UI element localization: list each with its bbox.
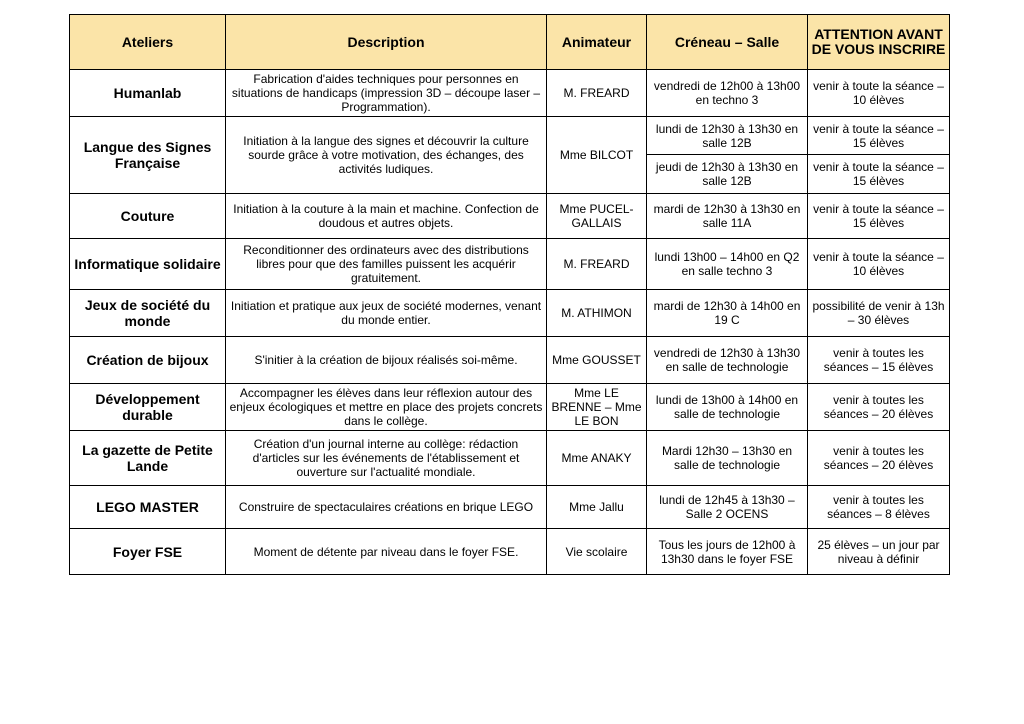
atelier-animateur: Mme PUCEL-GALLAIS [547,194,647,239]
atelier-name: Foyer FSE [70,529,226,575]
table-row [70,337,950,384]
atelier-animateur: Mme LE BRENNE – Mme LE BON [547,384,647,431]
atelier-description: S'initier à la création de bijoux réalisés soi-même. [226,337,547,384]
header-row [70,15,950,70]
atelier-creneau: lundi de 12h30 à 13h30 en salle 12B [647,117,808,155]
atelier-description: Construire de spectaculaires créations en brique LEGO [226,486,547,529]
ateliers-table [69,14,950,575]
atelier-animateur: Mme Jallu [547,486,647,529]
table-row [70,384,950,431]
atelier-creneau: vendredi de 12h30 à 13h30 en salle de technologie [647,337,808,384]
atelier-attention: venir à toute la séance – 15 élèves [808,117,950,155]
atelier-name: Création de bijoux [70,337,226,384]
atelier-description: Moment de détente par niveau dans le foyer FSE. [226,529,547,575]
atelier-name: Langue des Signes Française [70,117,226,194]
header-ateliers: Ateliers [70,15,226,70]
atelier-animateur: Mme GOUSSET [547,337,647,384]
atelier-creneau: lundi de 12h45 à 13h30 – Salle 2 OCENS [647,486,808,529]
atelier-name: LEGO MASTER [70,486,226,529]
atelier-creneau: mardi de 12h30 à 14h00 en 19 C [647,290,808,337]
atelier-name: Jeux de société du monde [70,290,226,337]
atelier-creneau: Tous les jours de 12h00 à 13h30 dans le foyer FSE [647,529,808,575]
atelier-name: Développement durable [70,384,226,431]
atelier-animateur: Mme ANAKY [547,431,647,486]
atelier-attention: venir à toutes les séances – 8 élèves [808,486,950,529]
atelier-name: Informatique solidaire [70,239,226,290]
atelier-animateur: M. ATHIMON [547,290,647,337]
table-row [70,431,950,486]
header-description: Description [226,15,547,70]
atelier-name: Humanlab [70,70,226,117]
atelier-description: Création d'un journal interne au collège: rédaction d'articles sur les événements de l'établissement et ouverture sur l'actualité mondiale. [226,431,547,486]
table-row [70,194,950,239]
table-row [70,239,950,290]
table-row [70,290,950,337]
atelier-creneau: jeudi de 12h30 à 13h30 en salle 12B [647,155,808,194]
atelier-attention: venir à toute la séance – 15 élèves [808,194,950,239]
atelier-creneau: lundi 13h00 – 14h00 en Q2 en salle techno 3 [647,239,808,290]
atelier-creneau: lundi de 13h00 à 14h00 en salle de technologie [647,384,808,431]
atelier-creneau: mardi de 12h30 à 13h30 en salle 11A [647,194,808,239]
atelier-description: Initiation et pratique aux jeux de société modernes, venant du monde entier. [226,290,547,337]
atelier-attention: venir à toute la séance – 10 élèves [808,70,950,117]
atelier-name: La gazette de Petite Lande [70,431,226,486]
table-row [70,529,950,575]
atelier-creneau: vendredi de 12h00 à 13h00 en techno 3 [647,70,808,117]
atelier-creneau: Mardi 12h30 – 13h30 en salle de technologie [647,431,808,486]
header-attention: ATTENTION AVANT DE VOUS INSCRIRE [808,15,950,70]
atelier-animateur: M. FREARD [547,70,647,117]
atelier-attention: venir à toutes les séances – 20 élèves [808,384,950,431]
atelier-description: Initiation à la langue des signes et découvrir la culture sourde grâce à votre motivation, des échanges, des activités ludiques. [226,117,547,194]
table-row [70,117,950,155]
atelier-attention: venir à toute la séance – 10 élèves [808,239,950,290]
table-row [70,70,950,117]
header-creneau: Créneau – Salle [647,15,808,70]
atelier-description: Fabrication d'aides techniques pour personnes en situations de handicaps (impression 3D – découpe laser – Programmation). [226,70,547,117]
table-row [70,486,950,529]
atelier-attention: venir à toute la séance – 15 élèves [808,155,950,194]
atelier-animateur: Mme BILCOT [547,117,647,194]
atelier-attention: possibilité de venir à 13h – 30 élèves [808,290,950,337]
atelier-description: Reconditionner des ordinateurs avec des distributions libres pour que des familles puissent les acquérir gratuitement. [226,239,547,290]
atelier-attention: venir à toutes les séances – 15 élèves [808,337,950,384]
atelier-description: Accompagner les élèves dans leur réflexion autour des enjeux écologiques et mettre en place des projets concrets dans le collège. [226,384,547,431]
atelier-attention: 25 élèves – un jour par niveau à définir [808,529,950,575]
atelier-attention: venir à toutes les séances – 20 élèves [808,431,950,486]
header-animateur: Animateur [547,15,647,70]
atelier-animateur: M. FREARD [547,239,647,290]
atelier-animateur: Vie scolaire [547,529,647,575]
atelier-name: Couture [70,194,226,239]
atelier-description: Initiation à la couture à la main et machine. Confection de doudous et autres objets. [226,194,547,239]
